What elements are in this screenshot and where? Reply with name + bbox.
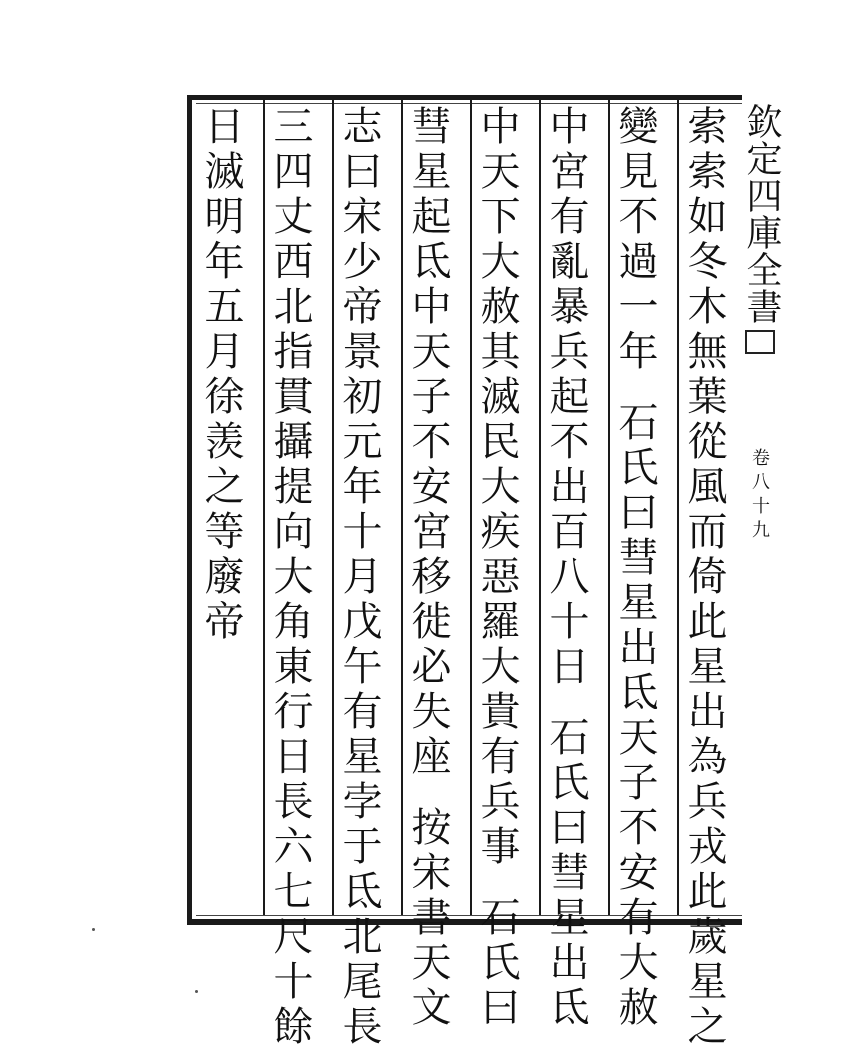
column-rule xyxy=(677,100,679,915)
column-segment: 中宮有亂暴兵起不出百八十日 xyxy=(543,105,589,690)
column-rule xyxy=(263,100,265,915)
column-segment: 石氏曰彗星出氐天子不安有大赦 xyxy=(612,401,658,1031)
text-column-1 xyxy=(681,105,727,1050)
column-segment: 按宋書天文 xyxy=(405,806,451,1031)
volume-label: 卷八十九 xyxy=(749,448,770,544)
scan-speck xyxy=(92,928,95,931)
text-column-8 xyxy=(198,105,244,645)
column-segment: 索索如冬木無葉從風而倚此星出為兵戎此歲星之 xyxy=(681,105,727,1050)
column-segment: 彗星起氐中天子不安宮移徙必失座 xyxy=(405,105,451,780)
text-column-7 xyxy=(267,105,313,1050)
book-title: 欽定四庫全書 xyxy=(741,103,782,325)
column-segment: 志曰宋少帝景初元年十月戊午有星孛于氐北尾長 xyxy=(336,105,382,1050)
column-segment: 石氏曰彗星出氐 xyxy=(543,716,589,1031)
text-column-2 xyxy=(612,105,658,1031)
seal-stamp-icon xyxy=(745,330,775,354)
column-rule xyxy=(401,100,403,915)
text-column-4 xyxy=(474,105,520,1031)
column-segment: 變見不過一年 xyxy=(612,105,658,375)
text-column-3 xyxy=(543,105,589,1031)
column-rule xyxy=(470,100,472,915)
scan-speck xyxy=(195,990,198,993)
column-rule xyxy=(332,100,334,915)
column-segment: 三四丈西北指貫攝提向大角東行日長六七尺十餘 xyxy=(267,105,313,1050)
text-column-6 xyxy=(336,105,382,1050)
column-segment: 石氏曰 xyxy=(474,896,520,1031)
column-rule xyxy=(608,100,610,915)
column-rule xyxy=(539,100,541,915)
column-segment: 中天下大赦其滅民大疾惡羅大貴有兵事 xyxy=(474,105,520,870)
text-column-5 xyxy=(405,105,451,1031)
column-segment: 日滅明年五月徐羡之等廢帝 xyxy=(198,105,244,645)
